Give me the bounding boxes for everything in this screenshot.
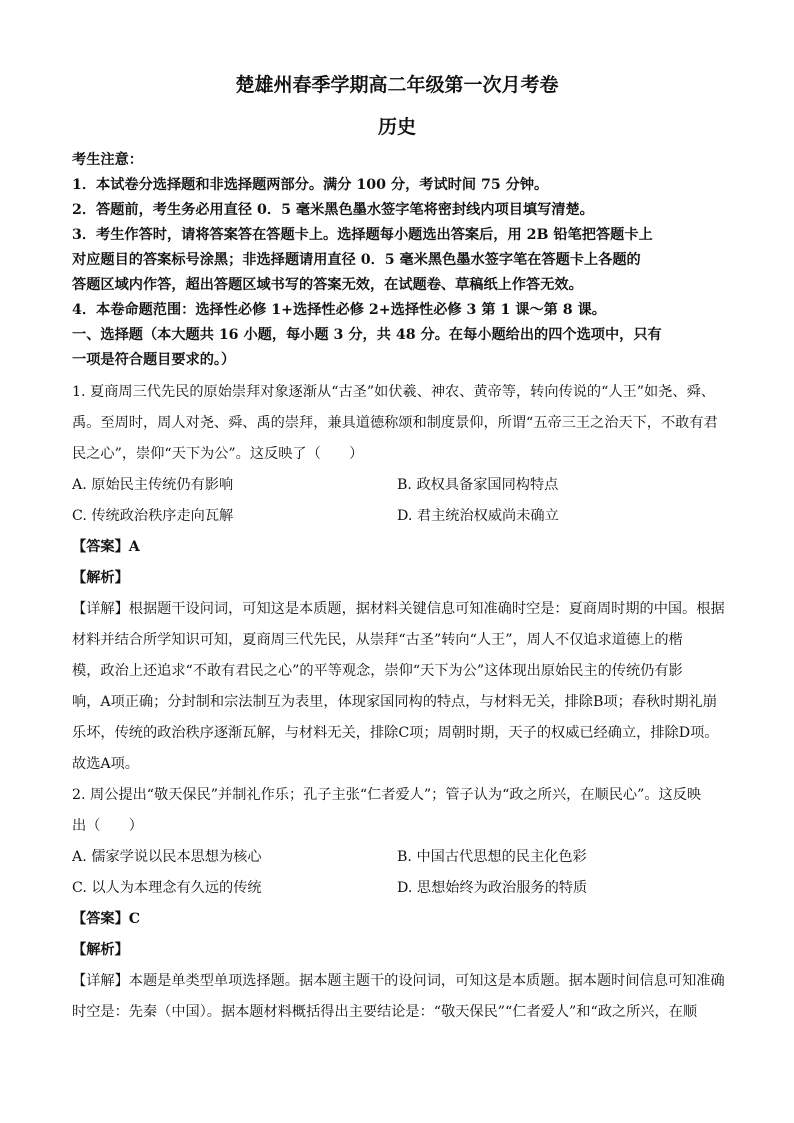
question-1-option-b: B. 政权具备家国同构特点: [397, 477, 559, 493]
question-2-stem: 2. 周公提出“敬天保民”并制礼作乐；孔子主张“仁者爱人”；管子认为“政之所兴，在顺民心”。这反映: [72, 787, 702, 803]
question-2-option-d: D. 思想始终为政治服务的特质: [397, 880, 588, 896]
subject-title: 历史: [377, 116, 416, 138]
question-1-stem: 民之心”，崇仰“天下为公”。这反映了（ ）: [72, 446, 364, 462]
question-2-answer: 【答案】C: [72, 911, 141, 927]
question-2-analysis-label: 【解析】: [72, 942, 129, 958]
question-1-detail: 材料并结合所学知识可知，夏商周三代先民，从崇拜“古圣”转向“人王”，周人不仅追求道德上的楷: [72, 632, 683, 648]
exam-title: 楚雄州春季学期高二年级第一次月考卷: [235, 74, 559, 96]
question-2-detail: 时空是：先秦（中国）。据本题材料概括得出主要结论是：“敬天保民”“仁者爱人”和“政之所兴，在顺: [72, 1004, 698, 1020]
question-1-option-a: A. 原始民主传统仍有影响: [72, 477, 234, 493]
question-2-detail: 【详解】本题是单类型单项选择题。据本题主题干的设问词，可知这是本质题。据本题时间信息可知准确: [72, 973, 725, 989]
notice-line: 2．答题前，考生务必用直径 0．5 毫米黑色墨水签字笔将密封线内项目填写清楚。: [72, 202, 594, 218]
question-1-detail: 乐坏，传统的政治秩序逐渐瓦解，与材料无关，排除C项；周朝时期，天子的权威已经确立，排除D项。: [72, 725, 719, 741]
question-1-stem: 禹。至周时，周人对尧、舜、禹的崇拜，兼具道德称颂和制度景仰，所谓“五帝三王之治天下，不敢有君: [72, 415, 718, 431]
question-2-option-c: C. 以人为本理念有久远的传统: [72, 880, 262, 896]
question-1-answer: 【答案】A: [72, 539, 140, 555]
question-2-option-a: A. 儒家学说以民本思想为核心: [72, 849, 262, 865]
question-1-option-d: D. 君主统治权威尚未确立: [397, 508, 559, 524]
question-2-option-b: B. 中国古代思想的民主化色彩: [397, 849, 587, 865]
question-1-stem: 1. 夏商周三代先民的原始崇拜对象逐渐从“古圣”如伏羲、神农、黄帝等，转向传说的“人王”如尧、舜、: [72, 384, 715, 400]
notice-heading: 考生注意：: [72, 152, 143, 168]
question-1-detail: 故选A项。: [72, 756, 139, 772]
notice-line: 3．考生作答时，请将答案答在答题卡上。选择题每小题选出答案后，用 2B 铅笔把答题卡上: [72, 227, 653, 243]
question-2-stem: 出（ ）: [72, 818, 143, 834]
question-1-detail: 模，政治上还追求“不敢有君民之心”的平等观念，崇仰“天下为公”这体现出原始民主的传统仍有影: [72, 663, 683, 679]
question-1-analysis-label: 【解析】: [72, 570, 129, 586]
question-1-detail: 【详解】根据题干设问词，可知这是本质题，据材料关键信息可知准确时空是：夏商周时期的中国。根据: [72, 601, 725, 617]
question-1-detail: 响，A项正确；分封制和宗法制互为表里，体现家国同构的特点，与材料无关，排除B项；春秋时期礼崩: [72, 694, 717, 710]
question-1-option-c: C. 传统政治秩序走向瓦解: [72, 508, 234, 524]
notice-line: 对应题目的答案标号涂黑；非选择题请用直径 0．5 毫米黑色墨水签字笔在答题卡上各题的: [72, 252, 641, 268]
section-heading: 一项是符合题目要求的。）: [72, 352, 236, 368]
notice-line: 1．本试卷分选择题和非选择题两部分。满分 100 分，考试时间 75 分钟。: [72, 177, 549, 193]
section-heading: 一、选择题（本大题共 16 小题，每小题 3 分，共 48 分。在每小题给出的四个选项中，只有: [72, 327, 662, 343]
notice-line: 答题区域内作答，超出答题区域书写的答案无效，在试题卷、草稿纸上作答无效。: [72, 277, 583, 293]
notice-line: 4．本卷命题范围：选择性必修 1+选择性必修 2+选择性必修 3 第 1 课～第 8 课。: [72, 302, 606, 318]
